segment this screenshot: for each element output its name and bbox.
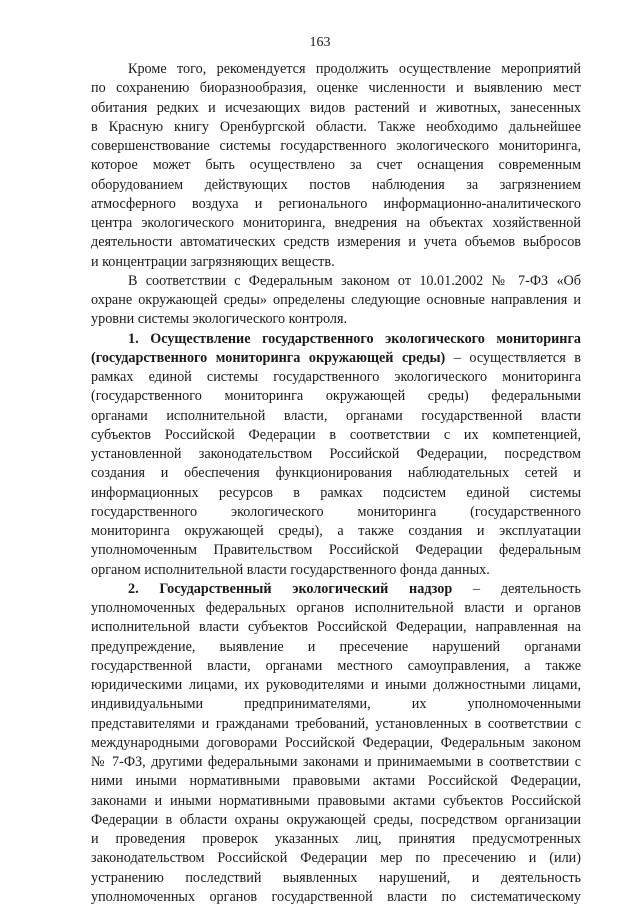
text-line	[91, 291, 581, 310]
text-line	[91, 426, 581, 445]
text-line	[91, 118, 581, 137]
text-line	[91, 869, 581, 888]
text-line	[91, 772, 581, 791]
line-text: уполномоченных органов государственной власти по систематическому	[91, 888, 581, 905]
text-line	[91, 657, 581, 676]
line-text: уровни системы экологического контроля.	[91, 311, 348, 328]
line-text: международными договорами Российской Федерации, Федеральным законом	[91, 734, 581, 751]
line-text: государственного экологического мониторинга (государственного	[91, 503, 581, 520]
text-line	[91, 330, 581, 349]
line-text: оборудованием действующих постов наблюдения за загрязнением	[91, 176, 581, 193]
text-line	[91, 156, 581, 175]
text-line	[91, 214, 581, 233]
line-text: уполномоченных федеральных органов исполнительной власти и органов	[91, 600, 581, 616]
line-text: индивидуальными предпринимателями, их уполномоченными	[91, 696, 581, 713]
line-text: (государственного мониторинга окружающей среды) федеральными	[91, 388, 581, 405]
text-line	[91, 99, 581, 118]
text-line	[91, 233, 581, 252]
line-text: предупреждение, выявление и пресечение нарушений органами	[91, 638, 581, 655]
page-number: 163	[309, 35, 331, 50]
line-text: законами и иными нормативными правовыми актами субъектов Российской	[91, 792, 581, 809]
document-body	[91, 60, 581, 907]
line-text: центра экологического мониторинга, внедрения на объектах хозяйственной	[91, 215, 581, 231]
line-text: – деятельность	[452, 580, 581, 597]
text-line	[91, 349, 581, 368]
line-text: информационных ресурсов в рамках подсистем единой системы	[91, 484, 581, 501]
line-text: установленной законодательством Российской Федерации, посредством	[91, 446, 581, 462]
text-line	[91, 195, 581, 214]
line-text: устранению последствий выявленных нарушений, и деятельность	[91, 869, 581, 886]
line-text: обитания редких и исчезающих видов растений и животных, занесенных	[91, 99, 581, 116]
line-text: законодательством Российской Федерации мер по пресечению и (или)	[91, 850, 581, 867]
line-text: создания и обеспечения функционирования наблюдательных сетей и	[91, 465, 581, 482]
line-text: исполнительной власти субъектов Российской Федерации, направленная на	[91, 619, 581, 636]
bold-heading-text: 1. Осуществление государственного экологического мониторинга	[128, 330, 581, 347]
line-text: деятельности автоматических средств измерения и учета объемов выбросов	[91, 234, 581, 251]
line-text: которое может быть осуществлено за счет оснащения современным	[91, 157, 581, 174]
line-text: ними иными нормативными правовыми актами Российской Федерации,	[91, 773, 581, 790]
text-line	[91, 445, 581, 464]
text-line	[91, 484, 581, 503]
line-text: юридическими лицами, их руководителями и иными должностными лицами,	[91, 677, 581, 693]
line-text: государственной власти, органами местного самоуправления, а также	[91, 657, 581, 674]
text-line	[91, 272, 581, 291]
line-text: Кроме того, рекомендуется продолжить осуществление мероприятий	[128, 61, 581, 77]
text-line	[91, 79, 581, 98]
text-line	[91, 618, 581, 637]
text-line	[91, 811, 581, 830]
next-line-cutoff	[125, 896, 625, 905]
text-line	[91, 676, 581, 695]
text-line	[91, 580, 581, 599]
line-text: субъектов Российской Федерации в соответствии с их компетенцией,	[91, 426, 581, 443]
bold-heading-text: (государственного мониторинга окружающей среды)	[91, 349, 446, 366]
text-line	[91, 561, 581, 580]
line-text: совершенствование системы государственного экологического мониторинга,	[91, 138, 581, 154]
line-text: № 7-ФЗ, другими федеральными законами и принимаемыми в соответствии с	[91, 754, 581, 770]
line-text: по сохранению биоразнообразия, оценке численности и выявлению мест	[91, 80, 581, 97]
line-text: и проведения проверок указанных лиц, принятия предусмотренных	[91, 831, 581, 847]
text-line	[91, 310, 581, 329]
text-line	[91, 753, 581, 772]
line-text: в Красную книгу Оренбургской области. Также необходимо дальнейшее	[91, 118, 581, 135]
line-text: уполномоченным Правительством Российской Федерации федеральным	[91, 542, 581, 559]
line-text: органом исполнительной власти государственного фонда данных.	[91, 561, 490, 578]
text-line	[91, 522, 581, 541]
line-text: представителями и гражданами требований, установленных в соответствии с	[91, 715, 581, 732]
text-line	[91, 464, 581, 483]
text-line	[91, 503, 581, 522]
text-line	[91, 137, 581, 156]
line-text: рамках единой системы государственного экологического мониторинга	[91, 369, 581, 385]
bold-heading-text: 2. Государственный экологический надзор	[128, 580, 453, 597]
text-line	[91, 60, 581, 79]
text-line	[91, 792, 581, 811]
text-line	[91, 849, 581, 868]
text-line	[91, 638, 581, 657]
text-line	[91, 368, 581, 387]
text-line	[91, 407, 581, 426]
text-line	[91, 387, 581, 406]
text-line	[91, 734, 581, 753]
line-text: охране окружающей среды» определены следующие основные направления и	[91, 292, 581, 308]
line-text: атмосферного воздуха и регионального информационно-аналитического	[91, 195, 581, 212]
text-line	[91, 695, 581, 714]
text-line	[91, 253, 581, 272]
line-text: – осуществляется в	[445, 349, 581, 366]
line-text: Федерации в области охраны окружающей среды, посредством организации	[91, 811, 581, 828]
text-line	[91, 830, 581, 849]
line-text: мониторинга окружающей среды), а также создания и эксплуатации	[91, 523, 581, 539]
text-line	[91, 715, 581, 734]
text-line	[91, 176, 581, 195]
text-line	[91, 599, 581, 618]
line-text: и концентрации загрязняющих веществ.	[91, 253, 335, 270]
line-text: органами исполнительной власти, органами государственной власти	[91, 407, 581, 424]
text-line	[91, 541, 581, 560]
line-text: В соответствии с Федеральным законом от 10.01.2002 № 7-ФЗ «Об	[128, 272, 581, 289]
